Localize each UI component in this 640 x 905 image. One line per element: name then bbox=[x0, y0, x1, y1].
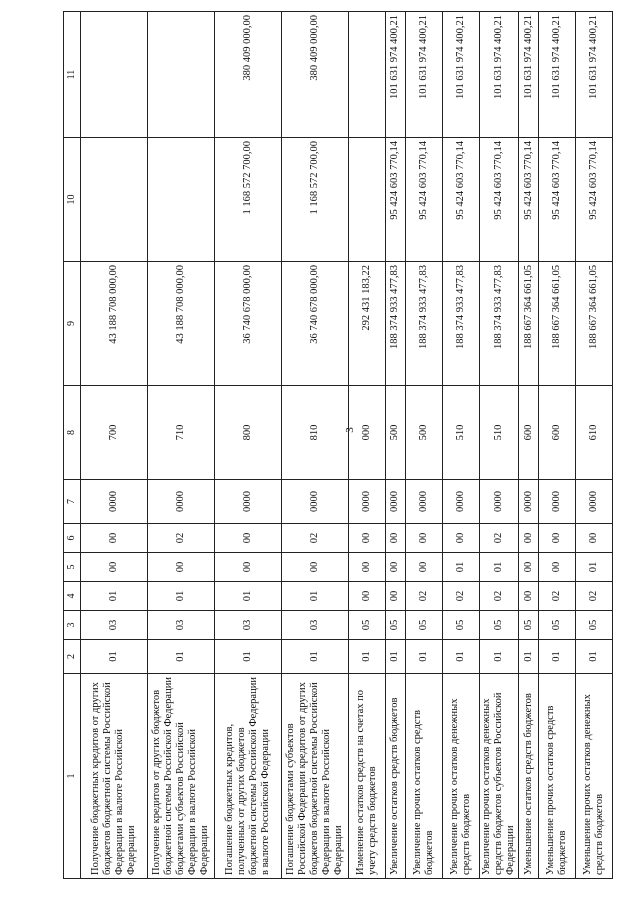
row-value-cell: 01 bbox=[349, 640, 386, 674]
row-value-cell: 02 bbox=[480, 582, 519, 611]
page-number: 3 bbox=[344, 427, 356, 433]
row-value-cell bbox=[349, 12, 386, 138]
row-value-cell: 101 631 974 400,21 bbox=[443, 12, 480, 138]
row-value-cell: 01 bbox=[282, 582, 349, 611]
row-value-cell: 01 bbox=[443, 640, 480, 674]
row-value-cell: 00 bbox=[386, 582, 406, 611]
row-value-cell: 01 bbox=[148, 640, 215, 674]
row-value-cell: 610 bbox=[576, 386, 613, 480]
row-value-cell: 101 631 974 400,21 bbox=[480, 12, 519, 138]
header-cell: 11 bbox=[64, 12, 81, 138]
row-value-cell: 101 631 974 400,21 bbox=[386, 12, 406, 138]
table-row bbox=[282, 12, 349, 879]
row-value-cell: 101 631 974 400,21 bbox=[539, 12, 576, 138]
row-value-cell: 00 bbox=[519, 524, 539, 553]
row-value-cell: 00 bbox=[282, 553, 349, 582]
row-value-cell: 0000 bbox=[386, 480, 406, 524]
row-value-cell bbox=[81, 12, 148, 138]
header-cell: 10 bbox=[64, 138, 81, 262]
row-value-cell: 05 bbox=[443, 611, 480, 640]
header-cell: 3 bbox=[64, 611, 81, 640]
row-value-cell: 05 bbox=[480, 611, 519, 640]
row-value-cell: 00 bbox=[539, 553, 576, 582]
row-value-cell: 01 bbox=[406, 640, 443, 674]
row-name-cell: Получение кредитов от других бюджетов бюджетной системы Российской Федерации бюджетами субъектов Российской Федерации в валюте Российской Федерации bbox=[148, 674, 215, 879]
row-value-cell: 00 bbox=[215, 524, 282, 553]
table-row bbox=[406, 12, 443, 879]
row-value-cell: 188 667 364 661,05 bbox=[539, 262, 576, 386]
row-value-cell: 0000 bbox=[443, 480, 480, 524]
row-value-cell: 380 409 000,00 bbox=[215, 12, 282, 138]
row-name-cell: Уменьшение остатков средств бюджетов bbox=[519, 674, 539, 879]
row-name-cell: Уменьшение прочих остатков средств бюджетов bbox=[539, 674, 576, 879]
row-value-cell: 95 424 603 770,14 bbox=[480, 138, 519, 262]
row-value-cell: 0000 bbox=[576, 480, 613, 524]
row-value-cell: 00 bbox=[148, 553, 215, 582]
table-row bbox=[215, 12, 282, 879]
row-value-cell: 03 bbox=[215, 611, 282, 640]
row-value-cell: 188 374 933 477,83 bbox=[480, 262, 519, 386]
row-value-cell: 05 bbox=[386, 611, 406, 640]
row-value-cell: 05 bbox=[539, 611, 576, 640]
row-value-cell: 188 374 933 477,83 bbox=[443, 262, 480, 386]
table-row bbox=[349, 12, 386, 879]
row-value-cell: 01 bbox=[519, 640, 539, 674]
table-row bbox=[539, 12, 576, 879]
row-value-cell: 00 bbox=[349, 553, 386, 582]
header-cell: 5 bbox=[64, 553, 81, 582]
row-value-cell: 03 bbox=[148, 611, 215, 640]
table-row bbox=[386, 12, 406, 879]
row-value-cell: 000 bbox=[349, 386, 386, 480]
row-value-cell: 292 431 183,22 bbox=[349, 262, 386, 386]
row-value-cell: 02 bbox=[406, 582, 443, 611]
header-cell: 6 bbox=[64, 524, 81, 553]
row-value-cell: 101 631 974 400,21 bbox=[576, 12, 613, 138]
header-row bbox=[64, 12, 81, 879]
row-value-cell: 05 bbox=[519, 611, 539, 640]
row-value-cell bbox=[148, 138, 215, 262]
row-value-cell: 00 bbox=[406, 553, 443, 582]
row-value-cell: 01 bbox=[215, 640, 282, 674]
row-value-cell: 36 740 678 000,00 bbox=[282, 262, 349, 386]
row-name-cell: Изменение остатков средств на счетах по учету средств бюджетов bbox=[349, 674, 386, 879]
row-value-cell: 01 bbox=[539, 640, 576, 674]
row-value-cell: 0000 bbox=[480, 480, 519, 524]
row-value-cell: 0000 bbox=[539, 480, 576, 524]
row-value-cell: 800 bbox=[215, 386, 282, 480]
row-value-cell: 00 bbox=[519, 582, 539, 611]
header-cell: 2 bbox=[64, 640, 81, 674]
row-value-cell: 00 bbox=[386, 524, 406, 553]
row-value-cell: 01 bbox=[480, 640, 519, 674]
row-value-cell: 95 424 603 770,14 bbox=[406, 138, 443, 262]
header-cell: 1 bbox=[64, 674, 81, 879]
row-value-cell: 00 bbox=[519, 553, 539, 582]
row-value-cell: 01 bbox=[576, 553, 613, 582]
row-value-cell: 36 740 678 000,00 bbox=[215, 262, 282, 386]
row-value-cell: 01 bbox=[81, 640, 148, 674]
row-value-cell: 95 424 603 770,14 bbox=[539, 138, 576, 262]
row-value-cell bbox=[349, 138, 386, 262]
row-value-cell: 00 bbox=[81, 553, 148, 582]
row-value-cell: 01 bbox=[148, 582, 215, 611]
rotated-page bbox=[63, 12, 606, 879]
header-cell: 8 bbox=[64, 386, 81, 480]
row-value-cell: 01 bbox=[386, 640, 406, 674]
row-value-cell: 710 bbox=[148, 386, 215, 480]
row-name-cell: Увеличение прочих остатков денежных средств бюджетов субъектов Российской Федерации bbox=[480, 674, 519, 879]
row-value-cell: 188 374 933 477,83 bbox=[406, 262, 443, 386]
row-value-cell: 01 bbox=[443, 553, 480, 582]
row-value-cell: 380 409 000,00 bbox=[282, 12, 349, 138]
row-value-cell: 02 bbox=[480, 524, 519, 553]
row-value-cell: 600 bbox=[539, 386, 576, 480]
row-value-cell bbox=[81, 138, 148, 262]
row-value-cell: 0000 bbox=[519, 480, 539, 524]
row-name-cell: Погашение бюджетами субъектов Российской Федерации кредитов от других бюджетов бюджетной системы Российской Федерации в валюте Российской Федерации bbox=[282, 674, 349, 879]
row-value-cell: 1 168 572 700,00 bbox=[215, 138, 282, 262]
row-value-cell: 188 374 933 477,83 bbox=[386, 262, 406, 386]
row-value-cell: 01 bbox=[576, 640, 613, 674]
row-value-cell: 0000 bbox=[81, 480, 148, 524]
row-value-cell: 95 424 603 770,14 bbox=[576, 138, 613, 262]
row-value-cell: 95 424 603 770,14 bbox=[443, 138, 480, 262]
table-row bbox=[81, 12, 148, 879]
table-row bbox=[519, 12, 539, 879]
header-cell: 7 bbox=[64, 480, 81, 524]
row-value-cell: 188 667 364 661,05 bbox=[576, 262, 613, 386]
row-value-cell: 00 bbox=[349, 582, 386, 611]
table-container bbox=[63, 12, 606, 879]
row-value-cell: 00 bbox=[576, 524, 613, 553]
row-value-cell: 510 bbox=[480, 386, 519, 480]
row-value-cell: 02 bbox=[539, 582, 576, 611]
row-value-cell: 00 bbox=[349, 524, 386, 553]
row-value-cell: 01 bbox=[81, 582, 148, 611]
row-name-cell: Погашение бюджетных кредитов, полученных от других бюджетов бюджетной системы Российской Федерации в валюте Российской Федерации bbox=[215, 674, 282, 879]
row-value-cell: 01 bbox=[215, 582, 282, 611]
table-row bbox=[148, 12, 215, 879]
row-name-cell: Уменьшение прочих остатков денежных средств бюджетов bbox=[576, 674, 613, 879]
row-name-cell: Получение бюджетных кредитов от других бюджетов бюджетной системы Российской Федерации в валюте Российской Федерации bbox=[81, 674, 148, 879]
row-value-cell: 03 bbox=[81, 611, 148, 640]
row-value-cell: 188 667 364 661,05 bbox=[519, 262, 539, 386]
row-value-cell: 05 bbox=[349, 611, 386, 640]
row-value-cell: 95 424 603 770,14 bbox=[519, 138, 539, 262]
row-value-cell: 810 bbox=[282, 386, 349, 480]
row-name-cell: Увеличение прочих остатков денежных средств бюджетов bbox=[443, 674, 480, 879]
row-value-cell: 0000 bbox=[349, 480, 386, 524]
row-value-cell: 01 bbox=[480, 553, 519, 582]
header-cell: 9 bbox=[64, 262, 81, 386]
row-value-cell: 03 bbox=[282, 611, 349, 640]
row-value-cell: 00 bbox=[406, 524, 443, 553]
row-name-cell: Увеличение остатков средств бюджетов bbox=[386, 674, 406, 879]
row-name-cell: Увеличение прочих остатков средств бюджетов bbox=[406, 674, 443, 879]
row-value-cell: 1 168 572 700,00 bbox=[282, 138, 349, 262]
row-value-cell: 0000 bbox=[406, 480, 443, 524]
row-value-cell: 0000 bbox=[282, 480, 349, 524]
row-value-cell: 01 bbox=[282, 640, 349, 674]
row-value-cell: 05 bbox=[576, 611, 613, 640]
row-value-cell: 510 bbox=[443, 386, 480, 480]
row-value-cell: 600 bbox=[519, 386, 539, 480]
table-row bbox=[576, 12, 613, 879]
row-value-cell: 500 bbox=[406, 386, 443, 480]
row-value-cell: 02 bbox=[148, 524, 215, 553]
row-value-cell: 00 bbox=[81, 524, 148, 553]
row-value-cell: 0000 bbox=[148, 480, 215, 524]
row-value-cell: 0000 bbox=[215, 480, 282, 524]
row-value-cell: 00 bbox=[443, 524, 480, 553]
row-value-cell: 00 bbox=[539, 524, 576, 553]
row-value-cell: 02 bbox=[282, 524, 349, 553]
row-value-cell: 95 424 603 770,14 bbox=[386, 138, 406, 262]
row-value-cell: 101 631 974 400,21 bbox=[519, 12, 539, 138]
header-cell: 4 bbox=[64, 582, 81, 611]
table-row bbox=[480, 12, 519, 879]
row-value-cell: 00 bbox=[386, 553, 406, 582]
row-value-cell: 43 188 708 000,00 bbox=[148, 262, 215, 386]
row-value-cell: 05 bbox=[406, 611, 443, 640]
row-value-cell: 02 bbox=[576, 582, 613, 611]
row-value-cell: 500 bbox=[386, 386, 406, 480]
row-value-cell: 43 188 708 000,00 bbox=[81, 262, 148, 386]
budget-sources-table bbox=[63, 11, 613, 879]
row-value-cell: 02 bbox=[443, 582, 480, 611]
row-value-cell bbox=[148, 12, 215, 138]
row-value-cell: 00 bbox=[215, 553, 282, 582]
row-value-cell: 700 bbox=[81, 386, 148, 480]
row-value-cell: 101 631 974 400,21 bbox=[406, 12, 443, 138]
table-row bbox=[443, 12, 480, 879]
